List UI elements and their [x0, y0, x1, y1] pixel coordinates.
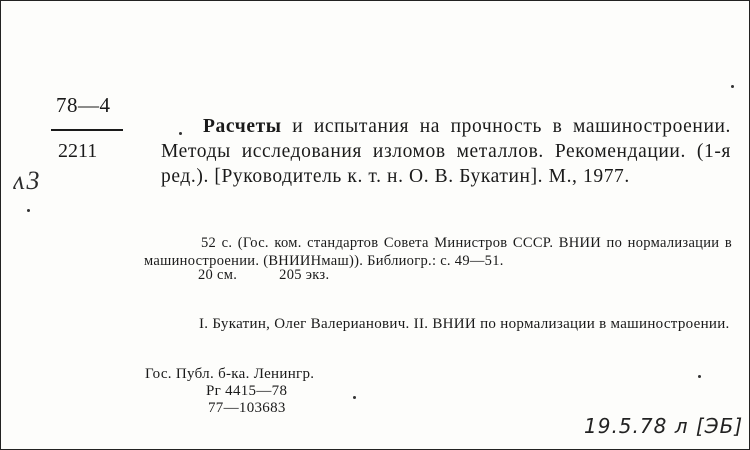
title-lead-word: Расчеты — [203, 116, 282, 137]
ink-speck — [353, 396, 356, 399]
ink-speck — [698, 375, 701, 378]
library-name: Гос. Публ. б-ка. Ленингр. — [145, 366, 315, 382]
physical-description: 52 с. (Гос. ком. стандартов Совета Министров СССР. ВНИИ по нормализации в машиностроении. (ВНИИНмаш)). Библиогр.: с. 49—51. — [144, 235, 732, 269]
ink-speck — [27, 209, 30, 212]
library-number: 77—103683 — [208, 400, 286, 416]
index-entries: I. Букатин, Олег Валерианович. II. ВНИИ по нормализации в машиностроении. — [199, 316, 730, 332]
call-number-divider — [51, 129, 123, 131]
format-size: 20 см. — [198, 267, 238, 283]
format-line — [198, 266, 750, 284]
library-code: Рг 4415—78 — [206, 383, 288, 399]
format-copies: 205 экз. — [279, 267, 330, 283]
call-number-bottom: 2211 — [58, 140, 98, 162]
call-number-top: 78—4 — [56, 93, 111, 117]
library-stamp — [145, 366, 733, 417]
ink-speck — [731, 85, 734, 88]
handwritten-mark: ʌ3 — [13, 166, 42, 195]
ink-speck — [179, 132, 182, 135]
handwritten-date: 19.5.78 л [ЭБ] — [584, 414, 744, 438]
title-description: и испытания на прочность в машиностроении. Методы исследования изломов металлов. Рекомендации. (1-я ред.). [Руководитель к. т. н. О. В. Букатин]. М., 1977. — [161, 116, 731, 187]
bibliographic-entry — [161, 114, 731, 189]
